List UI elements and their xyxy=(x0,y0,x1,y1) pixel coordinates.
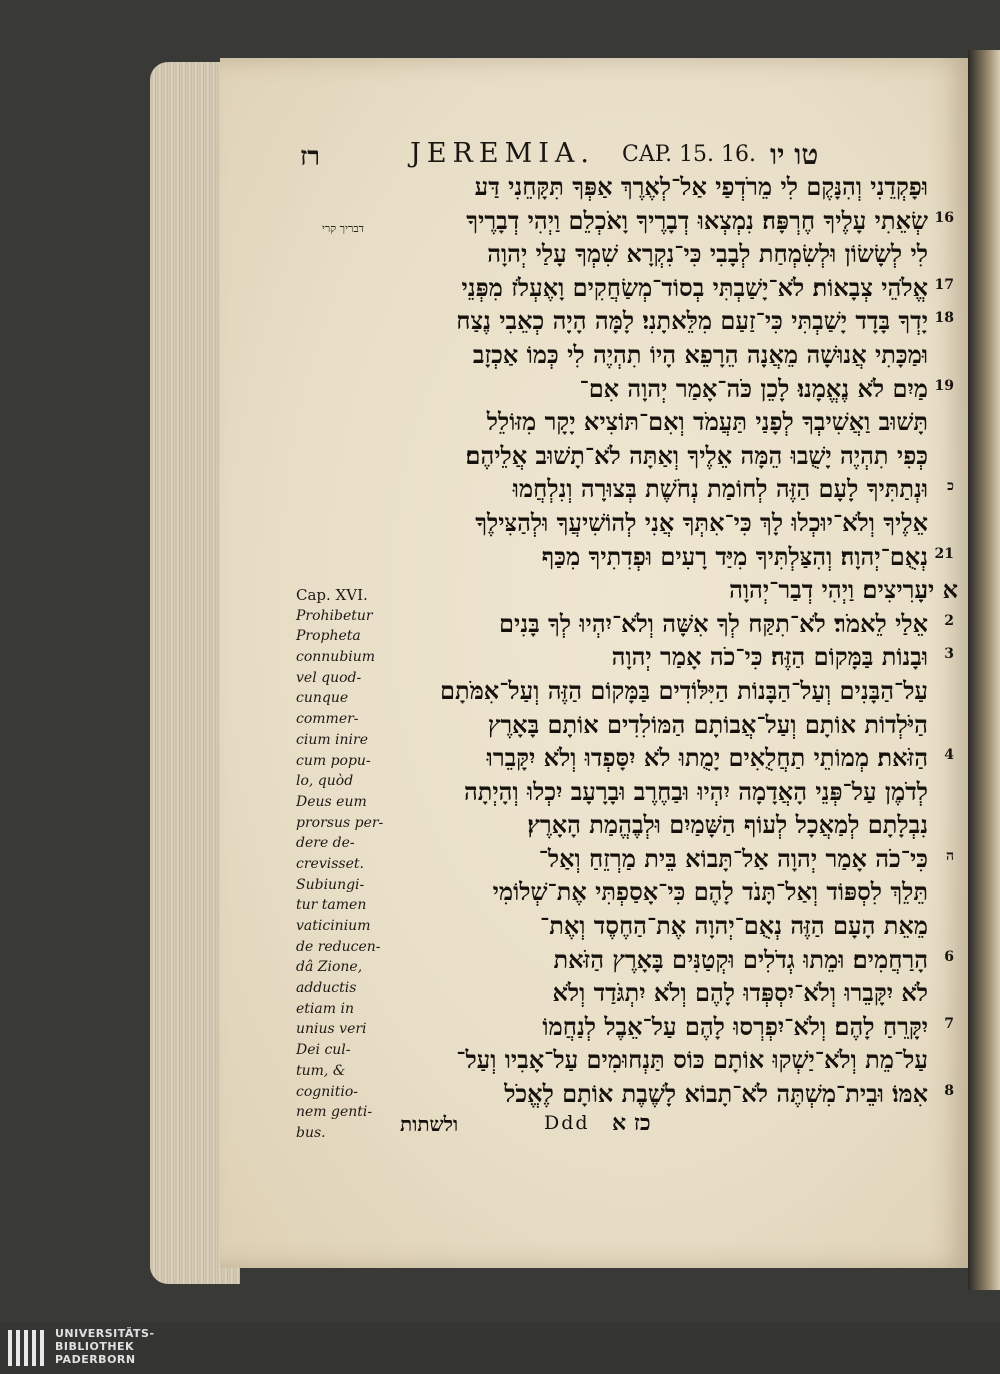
summary-line: dere de- xyxy=(296,835,355,852)
hebrew-line-text: לִי לְשָׂשׂוֹן וּלְשִׂמְחַת לְבָבִי כִּי־נִקְרָא שִׁמְךָ עָלַי יְהוָה xyxy=(487,239,928,269)
hebrew-text-line xyxy=(368,640,954,674)
verse-number: 18 xyxy=(934,310,954,327)
verse-number: 2 xyxy=(944,612,954,629)
summary-line: lo, quòd xyxy=(296,773,354,790)
hebrew-line-text: אֱלֹהֵי צְבָאוֹת׃ לֹא־יָשַׁבְתִּי בְסוֹד־מְשַׂחֲקִים וָאֶעְלֹז מִפְּנֵי xyxy=(461,272,928,302)
hebrew-line-text: כְּפִי תִהְיֶה יָשֻׁבוּ הֵמָּה אֵלֶיךָ וְאַתָּה לֹא־תָשׁוּב אֲלֵיהֶם׃ xyxy=(465,440,928,470)
verse-number: א יו xyxy=(921,575,958,605)
summary-line: unius veri xyxy=(296,1021,367,1038)
summary-line: Dei cul- xyxy=(296,1042,351,1059)
hebrew-text-line xyxy=(368,204,954,238)
summary-line: dâ Zione, xyxy=(296,959,363,976)
hebrew-text-line xyxy=(368,775,928,809)
hebrew-text-line xyxy=(368,540,954,574)
hebrew-text-line xyxy=(368,808,928,842)
hebrew-line-text: תָּשׁוּב וַאֲשִׁיבְךָ לְפָנַי תַּעֲמֹד וְאִם־תּוֹצִיא יָקָר מִזּוֹלֵל xyxy=(486,407,928,437)
page-footer xyxy=(400,1110,700,1140)
hebrew-line-text: יִקָּרֵחַ לָהֶם׃ וְלֹא־יִפְרְסוּ לָהֶם עַל־אֵבֶל לְנַחֲמוֹ xyxy=(542,1011,928,1041)
hebrew-line-text: הָרַחֲמִים׃ וּמֵתוּ גְדֹלִים וּקְטַנִּים בָּאָרֶץ הַזֹּאת xyxy=(553,944,928,974)
hebrew-text-line xyxy=(368,271,954,305)
hebrew-text-line xyxy=(368,1077,954,1111)
summary-line: crevisset. xyxy=(296,855,364,872)
hebrew-text-line xyxy=(368,439,928,473)
summary-line: Subiungi- xyxy=(296,876,365,893)
hebrew-line-text: עַל־מֵת וְלֹא־יַשְׁקוּ אוֹתָם כּוֹס תַּנְחוּמִים עַל־אָבִיו וְעַל־ xyxy=(456,1045,928,1075)
hebrew-text-line xyxy=(368,372,954,406)
verse-number: 19 xyxy=(934,377,954,394)
verse-number: 21 xyxy=(934,545,954,562)
hebrew-line-text: כִּי־כֹה אָמַר יְהוָה אַל־תָּבוֹא בֵּית מַרְזֵחַ וְאַל־ xyxy=(538,843,928,873)
hebrew-text-block xyxy=(368,170,958,1111)
hebrew-line-text: עָרִיצִים׃ וַיְהִי דְבַר־יְהוָה xyxy=(729,575,928,605)
signature-mark: Ddd xyxy=(544,1112,590,1134)
hebrew-text-line xyxy=(368,1010,954,1044)
latin-chapter-summary xyxy=(296,585,384,1144)
verse-number: כ xyxy=(947,478,954,495)
summary-line: nem genti- xyxy=(296,1104,373,1121)
summary-line: Prohibetur xyxy=(296,607,373,624)
hebrew-line-text: אֵלַי לֵאמֹר׃ לֹא־תִקַּח לְךָ אִשָּׁה וְלֹא־יִהְיוּ לְךָ בָּנִים xyxy=(499,608,928,638)
hebrew-text-line xyxy=(368,506,928,540)
verse-number: 4 xyxy=(944,747,954,764)
hebrew-line-text: יָדְךָ בָּדָד יָשַׁבְתִּי כִּי־זַעַם מִלֵּאתָנִי׃ לָמָּה הָיָה כְאֵבִי נֶצַח xyxy=(456,306,928,336)
verse-number: 7 xyxy=(944,1015,954,1032)
hebrew-line-text: נִבְלָתָם לְמַאֲכָל לְעוֹף הַשָּׁמַיִם וּלְבֶהֱמַת הָאָרֶץ׃ xyxy=(527,810,928,840)
summary-line: Propheta xyxy=(296,628,361,645)
qere-margin-note: דבריך קרי xyxy=(322,222,364,235)
catchword: ולשתות xyxy=(400,1112,459,1136)
verse-number: ה xyxy=(945,847,954,864)
summary-line: Deus eum xyxy=(296,793,367,810)
folio-hebrew: רז xyxy=(300,142,321,172)
summary-line: adductis xyxy=(296,980,357,997)
verse-number: 16 xyxy=(934,209,954,226)
verse-number: 17 xyxy=(934,276,954,293)
hebrew-line-text: וּפָקְדֵנִי וְהִנָּקֶם לִי מֵרֹדְפַי אַל־לְאֶרֶךְ אַפְּךָ תִּקָּחֵנִי דַּע xyxy=(474,172,928,201)
running-hebrew-chapters: טו יו xyxy=(770,138,819,171)
running-title: JEREMIA. xyxy=(410,138,595,169)
hebrew-text-line xyxy=(368,338,928,372)
hebrew-text-line xyxy=(368,607,954,641)
hebrew-line-text: תֵּלֵךְ לִסְפּוֹד וְאַל־תָּנֹד לָהֶם כִּי־אָסַפְתִּי אֶת־שְׁלוֹמִי xyxy=(492,877,928,907)
library-banner xyxy=(0,1322,1000,1374)
hebrew-line-text: שְׂאֵתִי עָלֶיךָ חֶרְפָּה׃ נִמְצְאוּ דְבָרֶיךָ וָאֹכְלֵם וַיְהִי דְבָרֶיךָ xyxy=(466,205,928,235)
summary-line: etiam in xyxy=(296,1000,354,1017)
hebrew-text-line xyxy=(368,405,928,439)
hebrew-text-line xyxy=(368,909,928,943)
hebrew-line-text: מַיִם לֹא נֶאֱמָנוּ׃ לָכֵן כֹּה־אָמַר יְהוָה אִם־ xyxy=(579,373,928,403)
hebrew-line-text: וּבָנוֹת בַּמָּקוֹם הַזֶּה׃ כִּי־כֹה אָמַר יְהוָה xyxy=(611,642,928,672)
book-gutter xyxy=(968,50,1000,1290)
summary-line: connubium xyxy=(296,649,376,666)
hebrew-text-line xyxy=(368,842,954,876)
hebrew-text-line xyxy=(368,741,954,775)
hebrew-text-line xyxy=(368,573,958,607)
hebrew-line-text: הַיֹּלְדוֹת אוֹתָם וְעַל־אֲבוֹתָם הַמּוֹלִדִים אוֹתָם בָּאָרֶץ xyxy=(487,709,928,739)
summary-line: bus. xyxy=(296,1124,326,1141)
hebrew-text-line xyxy=(368,304,954,338)
summary-line: commer- xyxy=(296,711,359,728)
hebrew-line-text: עַל־הַבָּנִים וְעַל־הַבָּנוֹת הַיִּלּוֹדִים בַּמָּקוֹם הַזֶּה וְעַל־אִמֹּתָם xyxy=(439,675,928,705)
library-name-line: BIBLIOTHEK xyxy=(55,1340,135,1353)
hebrew-text-line xyxy=(368,976,928,1010)
running-chapter: CAP. 15. 16. xyxy=(622,142,757,167)
hebrew-line-text: הַזֹּאת׃ מְמוֹתֵי תַחֲלֻאִים יָמֻתוּ לֹא יִסָּפְדוּ וְלֹא יִקָּבֵרוּ xyxy=(486,743,928,773)
summary-line: tum, & xyxy=(296,1062,346,1079)
summary-line: cognitio- xyxy=(296,1083,358,1100)
hebrew-line-text: לְדֹמֶן עַל־פְּנֵי הָאֲדָמָה יִהְיוּ וּבַחֶרֶב וּבָרָעָב יִכְלוּ וְהָיְתָה xyxy=(463,776,928,806)
library-name-line: UNIVERSITÄTS- xyxy=(55,1327,155,1340)
summary-line: vaticinium xyxy=(296,918,371,934)
hebrew-text-line xyxy=(368,674,928,708)
hebrew-line-text: נְאֻם־יְהוָה׃ וְהִצַּלְתִּיךָ מִיַּד רָעִים וּפְדִתִיךָ מִכַּף xyxy=(541,541,928,571)
hebrew-text-line xyxy=(368,708,928,742)
library-name xyxy=(55,1327,155,1366)
summary-line: tur tamen xyxy=(296,897,367,914)
summary-line: cunque xyxy=(296,690,349,707)
hebrew-text-line xyxy=(368,237,928,271)
hebrew-line-text: אֵלֶיךָ וְלֹא־יוּכְלוּ לָךְ כִּי־אִתְּךָ אֲנִי לְהוֹשִׁיעֲךָ וּלְהַצִּילֶךָ xyxy=(475,507,928,537)
summary-line: vel quod- xyxy=(296,669,362,686)
verse-number: 6 xyxy=(944,948,954,965)
hebrew-text-line xyxy=(368,170,928,204)
hebrew-line-text: וּנְתַתִּיךָ לָעָם הַזֶּה לְחוֹמַת נְחֹשֶׁת בְּצוּרָה וְנִלְחֲמוּ xyxy=(512,474,928,504)
hebrew-text-line xyxy=(368,1043,928,1077)
summary-line: cum popu- xyxy=(296,752,371,769)
summary-line: Cap. XVI. xyxy=(296,586,368,604)
hebrew-signature-mark: כז א xyxy=(612,1110,651,1136)
hebrew-line-text: מֵאֵת הָעָם הַזֶּה נְאֻם־יְהוָה אֶת־הַחֶסֶד וְאֶת־ xyxy=(540,911,928,941)
hebrew-line-text: אִמּוֹ׃ וּבֵית־מִשְׁתֶּה לֹא־תָבוֹא לָשֶׁבֶת אוֹתָם לֶאֱכֹל xyxy=(504,1079,928,1109)
summary-line: prorsus per- xyxy=(296,814,384,831)
hebrew-text-line xyxy=(368,875,928,909)
hebrew-line-text: וּמַכָּתִי אֲנוּשָׁה מֵאֲנָה הֵרָפֵא הָיוֹ תִהְיֶה לִי כְּמוֹ אַכְזָב xyxy=(472,339,928,369)
verse-number: 3 xyxy=(944,646,954,663)
hebrew-line-text: לֹא יִקָּבֵרוּ וְלֹא־יִסְפְּדוּ לָהֶם וְלֹא יִתְגֹּדַד וְלֹא xyxy=(552,978,928,1008)
library-name-line: PADERBORN xyxy=(55,1353,136,1366)
summary-line: de reducen- xyxy=(296,938,381,955)
hebrew-text-line xyxy=(368,943,954,977)
hebrew-text-line xyxy=(368,472,954,506)
summary-line: cium inire xyxy=(296,731,369,748)
library-logo-icon xyxy=(8,1330,44,1366)
verse-number: 8 xyxy=(944,1083,954,1100)
